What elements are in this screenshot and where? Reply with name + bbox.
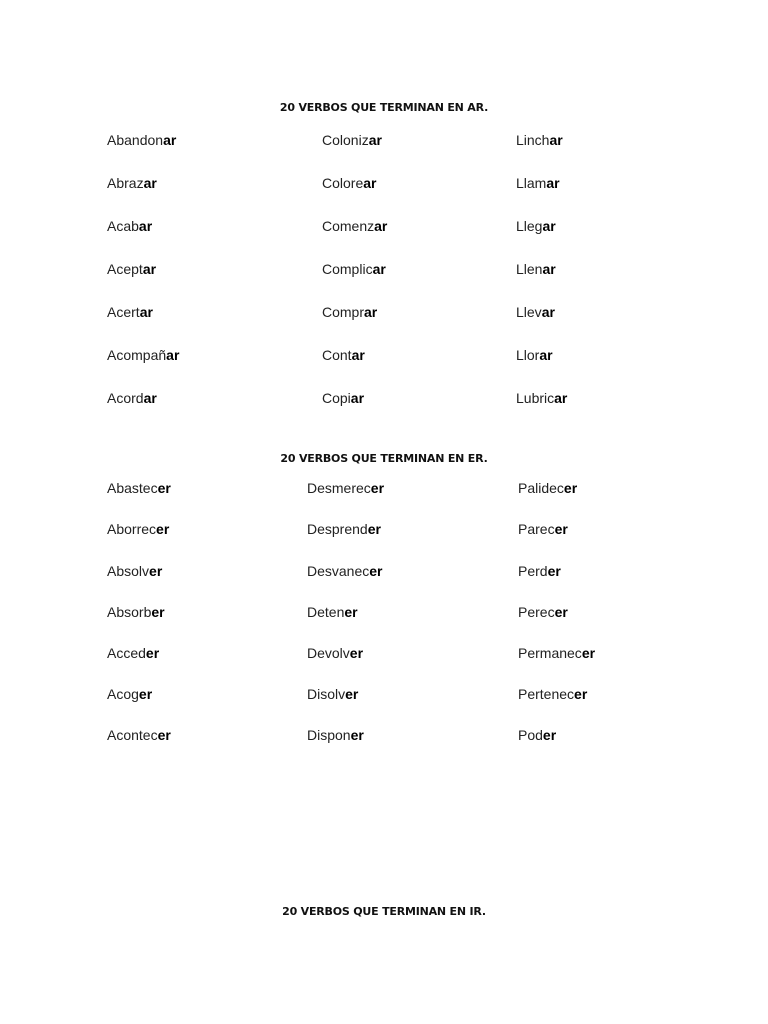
verb-item: Llorar (516, 347, 553, 363)
verb-item: Copiar (322, 390, 365, 406)
verb-item: Colorear (322, 175, 377, 191)
verb-item: Acabar (107, 218, 153, 234)
verb-item: Abastecer (107, 480, 171, 496)
verb-item: Comprar (322, 304, 378, 320)
section-title-er: 20 VERBOS QUE TERMINAN EN ER. (280, 452, 488, 465)
verb-item: Permanecer (518, 645, 596, 661)
verb-item: Acceder (107, 645, 160, 661)
verb-item: Absolver (107, 563, 163, 579)
verb-item: Llamar (516, 175, 560, 191)
verb-item: Aborrecer (107, 521, 170, 537)
verb-item: Contar (322, 347, 365, 363)
verb-item: Complicar (322, 261, 386, 277)
verb-item: Acontecer (107, 727, 171, 743)
verb-item: Perecer (518, 604, 568, 620)
verb-item: Comenzar (322, 218, 388, 234)
verb-item: Parecer (518, 521, 568, 537)
section-title-ir: 20 VERBOS QUE TERMINAN EN IR. (282, 905, 486, 918)
verb-item: Linchar (516, 132, 563, 148)
verb-item: Desvanecer (307, 563, 383, 579)
verb-item: Detener (307, 604, 358, 620)
verb-item: Devolver (307, 645, 364, 661)
verb-item: Abrazar (107, 175, 157, 191)
verb-item: Desmerecer (307, 480, 385, 496)
verb-item: Pertenecer (518, 686, 588, 702)
verb-item: Perder (518, 563, 561, 579)
verb-item: Abandonar (107, 132, 177, 148)
verb-item: Disolver (307, 686, 359, 702)
verb-item: Llegar (516, 218, 556, 234)
verb-item: Disponer (307, 727, 364, 743)
verb-item: Lubricar (516, 390, 568, 406)
verb-item: Desprender (307, 521, 381, 537)
verb-item: Llevar (516, 304, 555, 320)
verb-item: Poder (518, 727, 557, 743)
verb-item: Acoger (107, 686, 153, 702)
verb-item: Colonizar (322, 132, 382, 148)
verb-item: Aceptar (107, 261, 157, 277)
verb-item: Acompañar (107, 347, 180, 363)
verb-item: Llenar (516, 261, 556, 277)
section-title-ar: 20 VERBOS QUE TERMINAN EN AR. (279, 101, 489, 114)
verb-item: Acertar (107, 304, 153, 320)
verb-item: Palidecer (518, 480, 578, 496)
verb-item: Absorber (107, 604, 165, 620)
verb-item: Acordar (107, 390, 157, 406)
